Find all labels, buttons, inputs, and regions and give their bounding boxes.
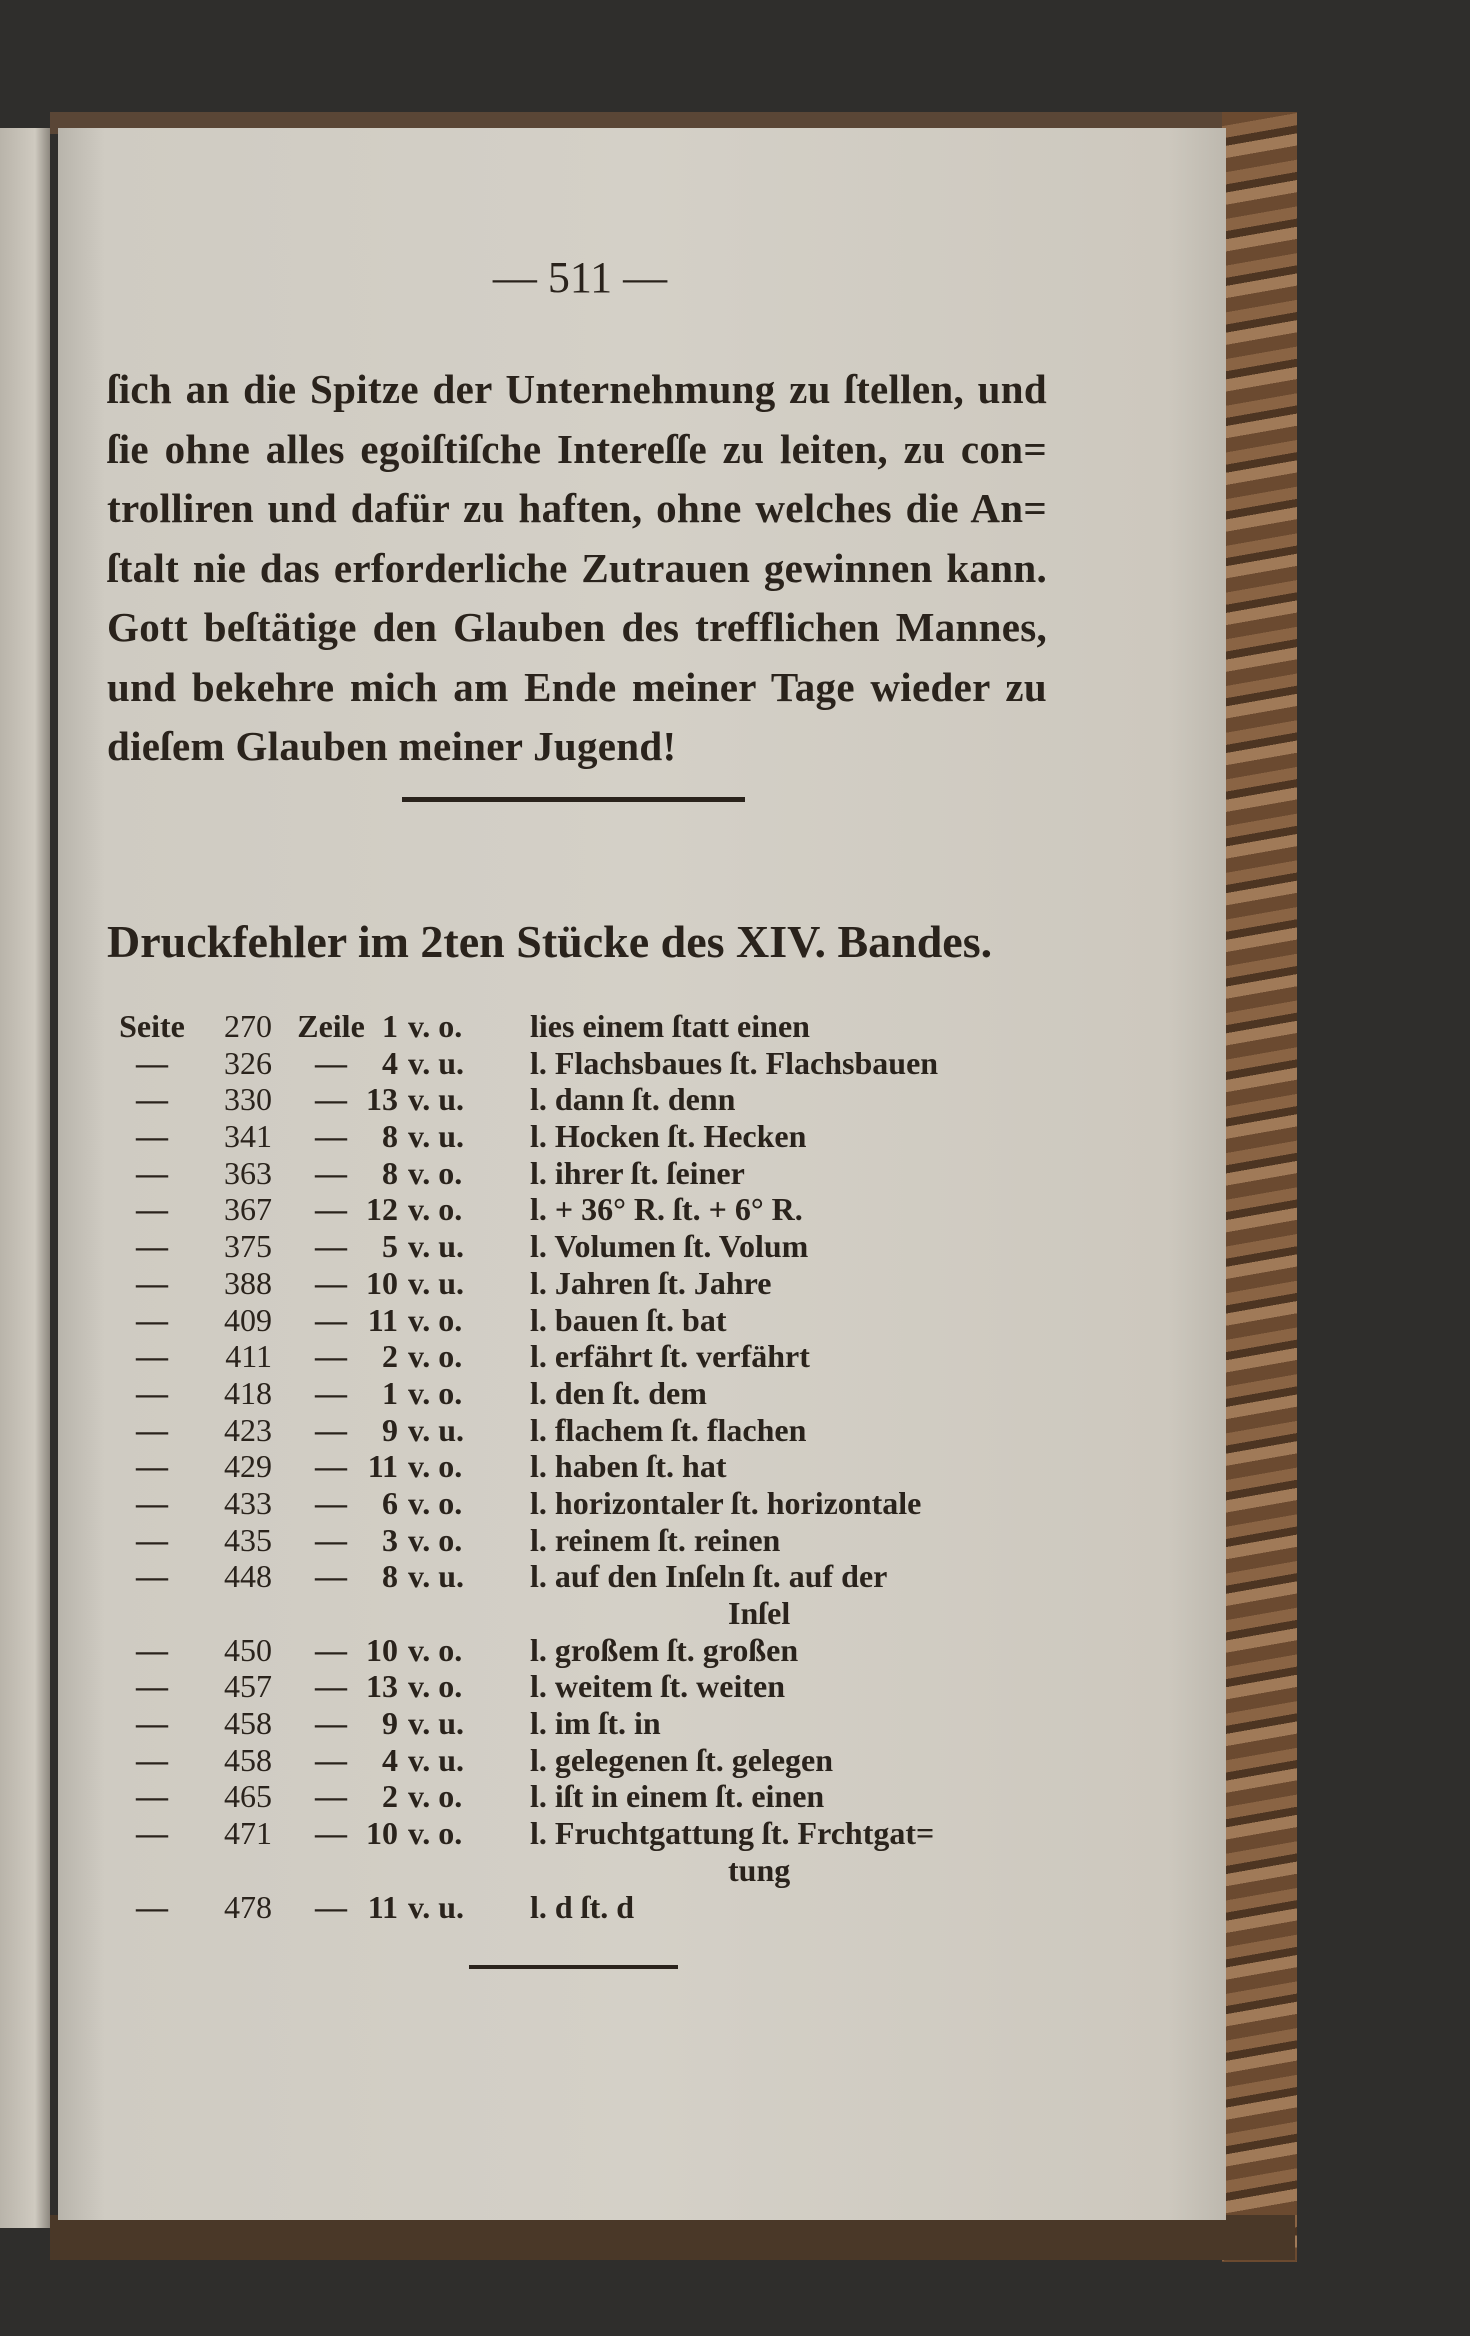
errata-sep: — [315,1741,347,1778]
errata-pre: — [136,1448,168,1485]
errata-row [0,1448,1200,1485]
errata-line: 11 [367,1888,398,1925]
errata-row [0,1558,1200,1595]
errata-sep: — [315,1044,347,1081]
errata-text: l. dann ſt. denn [530,1081,736,1118]
errata-pre: — [136,1338,168,1375]
paragraph-line: Gott beſtätige den Glauben des trefflichen Mannes, [107,604,1047,650]
errata-text: l. horizontaler ſt. horizontale [530,1484,922,1521]
errata-page: 458 [224,1741,272,1778]
page-number: — 511 — [492,253,668,302]
errata-sep: — [315,1118,347,1155]
errata-text: lies einem ſtatt einen [530,1008,810,1044]
errata-page: 458 [224,1705,272,1742]
section-divider [402,797,745,802]
paragraph-line: ſtalt nie das erforderliche Zutrauen gewinnen kann. [107,544,1047,591]
errata-dir: v. u. [408,1705,465,1742]
errata-dir: v. u. [408,1741,465,1778]
errata-dir: v. u. [408,1081,465,1118]
errata-dir: v. o. [408,1154,463,1191]
errata-page: 388 [224,1264,272,1301]
errata-continuation-text: Inſel [728,1595,791,1631]
errata-page: 450 [224,1631,272,1668]
errata-row [0,1228,1200,1265]
errata-text: l. Hocken ſt. Hecken [530,1118,807,1155]
errata-text: l. erfährt ſt. verfährt [530,1338,810,1375]
errata-text: l. Fruchtgattung ſt. Frchtgat= [530,1815,935,1852]
errata-line: 1 [382,1008,398,1044]
errata-dir: v. o. [408,1631,463,1668]
errata-page: 429 [224,1448,272,1485]
errata-pre: — [136,1228,168,1265]
errata-row [0,1778,1200,1815]
errata-line: 4 [382,1044,398,1081]
errata-page: 363 [224,1154,272,1191]
errata-page: 457 [224,1668,272,1705]
errata-line: 6 [382,1484,398,1521]
errata-dir: v. o. [408,1374,463,1411]
errata-row [0,1522,1200,1559]
errata-row [0,1302,1200,1339]
errata-row [0,1742,1200,1779]
errata-row [0,1118,1200,1155]
errata-line: 11 [367,1448,398,1485]
errata-dir: v. u. [408,1228,465,1265]
errata-text: l. iſt in einem ſt. einen [530,1778,825,1815]
end-divider [469,1965,678,1969]
errata-row [0,1338,1200,1375]
errata-text: l. flachem ſt. flachen [530,1411,807,1448]
errata-dir: v. o. [408,1778,463,1815]
errata-page: 465 [224,1778,272,1815]
errata-dir: v. o. [408,1008,463,1044]
errata-page: 330 [224,1081,272,1118]
errata-page: 341 [224,1118,272,1155]
errata-line: 9 [382,1705,398,1742]
errata-line: 12 [366,1191,398,1228]
errata-line: 11 [367,1301,398,1338]
errata-pre: Seite [119,1008,185,1044]
errata-text: l. großem ſt. großen [530,1631,799,1668]
book-cover-right [1222,112,1297,2262]
errata-row [0,1081,1200,1118]
errata-page: 478 [224,1888,272,1925]
errata-sep: — [315,1264,347,1301]
errata-pre: — [136,1741,168,1778]
errata-sep: — [315,1631,347,1668]
errata-sep: — [315,1448,347,1485]
errata-pre: — [136,1778,168,1815]
errata-page: 375 [224,1228,272,1265]
errata-pre: — [136,1888,168,1925]
errata-pre: — [136,1668,168,1705]
errata-pre: — [136,1705,168,1742]
errata-page: 367 [224,1191,272,1228]
errata-row [0,1045,1200,1082]
errata-line: 10 [366,1815,398,1852]
errata-text: l. Jahren ſt. Jahre [530,1264,772,1301]
errata-pre: — [136,1191,168,1228]
errata-row [0,1265,1200,1302]
errata-line: 5 [382,1228,398,1265]
errata-dir: v. u. [408,1558,465,1595]
errata-line: 3 [382,1521,398,1558]
errata-list [0,1008,1200,1925]
errata-row [0,1705,1200,1742]
errata-pre: — [136,1154,168,1191]
errata-sep: — [315,1558,347,1595]
errata-page: 471 [224,1815,272,1852]
paragraph-line: dieſem Glauben meiner Jugend! [107,723,677,769]
errata-line: 8 [382,1118,398,1155]
paragraph-line: ſich an die Spitze der Unternehmung zu ſtellen, und [107,366,1047,412]
errata-pre: — [136,1484,168,1521]
errata-row [0,1815,1200,1852]
errata-sep: — [315,1374,347,1411]
errata-pre: — [136,1815,168,1852]
errata-text: l. reinem ſt. reinen [530,1521,781,1558]
errata-dir: v. o. [408,1484,463,1521]
errata-pre: — [136,1044,168,1081]
errata-line: 8 [382,1558,398,1595]
errata-dir: v. o. [408,1521,463,1558]
errata-page: 270 [224,1008,272,1044]
paragraph-line: trolliren und dafür zu haften, ohne welches die An= [107,485,1047,531]
errata-line: 9 [382,1411,398,1448]
errata-page: 433 [224,1484,272,1521]
errata-sep: — [315,1484,347,1521]
errata-pre: — [136,1558,168,1595]
errata-sep: — [315,1778,347,1815]
errata-dir: v. o. [408,1448,463,1485]
errata-page: 326 [224,1044,272,1081]
errata-sep: — [315,1705,347,1742]
errata-sep: — [315,1888,347,1925]
errata-dir: v. o. [408,1301,463,1338]
errata-row [0,1632,1200,1669]
errata-line: 1 [382,1374,398,1411]
errata-text: l. weitem ſt. weiten [530,1668,786,1705]
errata-dir: v. u. [408,1118,465,1155]
errata-pre: — [136,1411,168,1448]
errata-text: l. haben ſt. hat [530,1448,727,1485]
errata-sep: — [315,1228,347,1265]
errata-dir: v. o. [408,1191,463,1228]
errata-sep: — [315,1191,347,1228]
errata-heading: Druckfehler im 2ten Stücke des XIV. Bandes. [107,916,993,967]
errata-text: l. bauen ſt. bat [530,1301,727,1338]
errata-sep: Zeile [297,1008,365,1044]
errata-text: l. d ſt. d [530,1888,635,1925]
errata-row [0,1889,1200,1926]
errata-dir: v. u. [408,1264,465,1301]
errata-line: 8 [382,1154,398,1191]
errata-line: 10 [366,1264,398,1301]
errata-continuation-text: tung [728,1851,791,1888]
errata-text: l. Volumen ſt. Volum [530,1228,809,1265]
errata-page: 448 [224,1558,272,1595]
errata-pre: — [136,1374,168,1411]
errata-sep: — [315,1338,347,1375]
errata-text: l. im ſt. in [530,1705,661,1742]
errata-text: l. auf den Inſeln ſt. auf der [530,1558,888,1595]
paragraph-line: und bekehre mich am Ende meiner Tage wieder zu [107,663,1047,710]
errata-sep: — [315,1668,347,1705]
errata-sep: — [315,1411,347,1448]
errata-page: 423 [224,1411,272,1448]
errata-line: 10 [366,1631,398,1668]
errata-pre: — [136,1301,168,1338]
errata-pre: — [136,1118,168,1155]
errata-text: l. gelegenen ſt. gelegen [530,1741,834,1778]
errata-line: 13 [366,1081,398,1118]
errata-dir: v. u. [408,1888,465,1925]
errata-row [0,1485,1200,1522]
errata-sep: — [315,1081,347,1118]
errata-page: 411 [225,1338,272,1375]
errata-pre: — [136,1264,168,1301]
errata-page: 409 [224,1301,272,1338]
errata-page: 418 [224,1374,272,1411]
errata-line: 4 [382,1741,398,1778]
errata-page: 435 [224,1521,272,1558]
errata-line: 2 [382,1778,398,1815]
errata-pre: — [136,1081,168,1118]
errata-text: l. den ſt. dem [530,1374,707,1411]
errata-sep: — [315,1815,347,1852]
errata-pre: — [136,1521,168,1558]
book-cover-bottom [50,2215,1295,2260]
errata-row [0,1155,1200,1192]
errata-sep: — [315,1154,347,1191]
errata-pre: — [136,1631,168,1668]
errata-continuation [0,1595,1200,1632]
errata-row [0,1668,1200,1705]
errata-row [0,1191,1200,1228]
errata-row [0,1375,1200,1412]
errata-text: l. Flachsbaues ſt. Flachsbauen [530,1044,939,1081]
body-paragraph [107,360,1047,777]
errata-continuation [0,1852,1200,1889]
errata-dir: v. o. [408,1338,463,1375]
errata-sep: — [315,1521,347,1558]
errata-dir: v. u. [408,1411,465,1448]
errata-row [0,1008,1200,1045]
errata-dir: v. u. [408,1044,465,1081]
errata-line: 2 [382,1338,398,1375]
errata-sep: — [315,1301,347,1338]
errata-dir: v. o. [408,1668,463,1705]
errata-dir: v. o. [408,1815,463,1852]
paragraph-line: ſie ohne alles egoiſtiſche Intereſſe zu leiten, zu con= [107,425,1047,472]
errata-text: l. + 36° R. ſt. + 6° R. [530,1191,803,1228]
errata-text: l. ihrer ſt. ſeiner [530,1154,745,1191]
errata-line: 13 [366,1668,398,1705]
errata-row [0,1412,1200,1449]
